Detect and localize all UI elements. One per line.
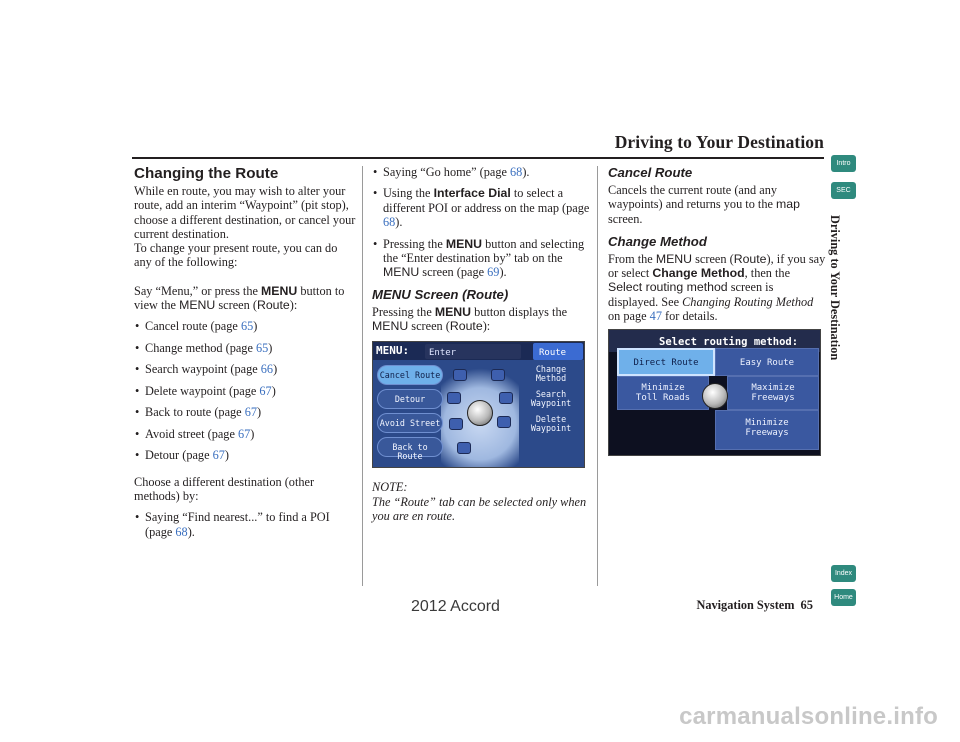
page-link[interactable]: 65 — [240, 319, 254, 334]
list-item: • Search waypoint (page 66) — [134, 362, 356, 376]
minimize-freeways-option: Minimize Freeways — [715, 410, 819, 450]
menu-instruction: Say “Menu,” or press the MENU button to view the MENU screen (Route): — [134, 283, 345, 313]
cancel-route-option: Cancel Route — [377, 365, 443, 385]
page-link[interactable]: 66 — [260, 362, 274, 377]
interface-dial-icon — [702, 383, 728, 409]
subheading-menu-screen: MENU Screen (Route) — [372, 286, 509, 302]
route-icon — [453, 369, 467, 381]
list-item: • Avoid street (page 67) — [134, 427, 356, 441]
watermark: carmanualsonline.info — [679, 703, 938, 730]
column-2 — [372, 165, 594, 523]
interface-dial-ref: Interface Dial — [433, 186, 511, 201]
page-footer — [696, 598, 813, 613]
page-link[interactable]: 67 — [259, 383, 272, 398]
list-item: • Back to route (page 67) — [134, 405, 356, 419]
change-method-option: Change Method — [535, 364, 567, 384]
list-item: • Detour (page 67) — [134, 448, 356, 462]
header-rule — [132, 157, 824, 159]
list-item: • Using the Interface Dial to select a different POI or address on the map (page 68). — [372, 186, 594, 229]
search-icon — [499, 392, 513, 404]
route-icon — [447, 392, 461, 404]
list-item: • Delete waypoint (page 67) — [134, 384, 356, 398]
page-link[interactable]: 68 — [175, 524, 188, 539]
list-item: • Saying “Find nearest...” to find a POI (page 68). — [134, 510, 356, 539]
column-divider — [362, 166, 363, 586]
page-link[interactable]: 68 — [510, 165, 523, 179]
column-divider — [597, 166, 598, 586]
routing-method-title: Select routing method: — [659, 336, 799, 349]
delete-waypoint-option: Delete Waypoint — [530, 414, 572, 434]
minimize-toll-roads-option: Minimize Toll Roads — [617, 376, 709, 410]
list-item: • Change method (page 65) — [134, 341, 356, 355]
model-footer: 2012 Accord — [411, 598, 500, 615]
route-icon — [457, 442, 471, 454]
note-label: NOTE: — [372, 480, 408, 495]
page-title: Driving to Your Destination — [614, 132, 824, 152]
page-link[interactable]: 67 — [238, 426, 251, 441]
subheading-change-method: Change Method — [608, 233, 707, 249]
tab-route: Route — [533, 343, 583, 360]
list-item: • Saying “Go home” (page 68). — [372, 165, 594, 179]
page-link[interactable]: 65 — [255, 340, 269, 355]
destination-methods-list — [134, 510, 356, 539]
note-text: The “Route” tab can be selected only when you are en route. — [372, 494, 587, 523]
more-methods-list — [372, 165, 594, 279]
list-item: • Pressing the MENU button and selecting the “Enter destination by” tab on the MENU screen (page 69). — [372, 237, 594, 280]
easy-route-option: Easy Route — [715, 348, 819, 376]
menu-button-ref: MENU — [445, 236, 483, 251]
section-heading-changing-route: Changing the Route — [134, 165, 279, 182]
column-1 — [134, 165, 356, 546]
route-icon — [497, 416, 511, 428]
sec-tab[interactable]: SEC — [831, 182, 856, 199]
search-waypoint-option: Search Waypoint — [530, 389, 572, 409]
avoid-street-option: Avoid Street — [377, 413, 443, 433]
detour-option: Detour — [377, 389, 443, 409]
page-link[interactable]: 67 — [244, 405, 257, 420]
intro-tab[interactable]: Intro — [831, 155, 856, 172]
route-options-list — [134, 319, 356, 462]
back-to-route-option: Back to Route — [377, 437, 443, 457]
route-icon — [449, 418, 463, 430]
column-3 — [608, 165, 826, 468]
cancel-route-paragraph: Cancels the current route (and any waypoints) and returns you to the map screen. — [608, 183, 800, 226]
page-link[interactable]: 47 — [649, 309, 662, 324]
choose-paragraph: Choose a different destination (other methods) by: — [134, 474, 315, 504]
direct-route-option: Direct Route — [617, 348, 715, 376]
maximize-freeways-option: Maximize Freeways — [727, 376, 819, 410]
system-name: Navigation System — [696, 598, 795, 612]
page-link[interactable]: 67 — [212, 448, 225, 463]
tab-enter-destination: Enter — [425, 344, 521, 359]
home-tab[interactable]: Home — [831, 589, 856, 606]
change-method-paragraph: From the MENU screen (Route), if you say or select Change Method, then the Select routing method screen is displayed. See Changing Routing Method on page 47 for details. — [608, 251, 826, 324]
select-routing-method-screenshot — [608, 329, 821, 456]
page-link[interactable]: 69 — [487, 265, 500, 280]
intro-paragraph: While en route, you may wish to alter your route, add an interim “Waypoint” (pit stop), choose a different destination, or cancel your current destination. — [134, 184, 356, 241]
menu-screen-paragraph: Pressing the MENU button displays the MENU screen (Route): — [372, 304, 568, 333]
page-link[interactable]: 68 — [383, 215, 396, 230]
intro-paragraph-2: To change your present route, you can do any of the following: — [134, 241, 338, 270]
list-item: • Cancel route (page 65) — [134, 319, 356, 333]
route-icon — [491, 369, 505, 381]
vertical-section-title: Driving to Your Destination — [828, 215, 842, 361]
subheading-cancel-route: Cancel Route — [608, 165, 693, 180]
menu-label: MENU: — [376, 344, 410, 358]
page-number: 65 — [800, 598, 813, 612]
menu-button-ref: MENU — [261, 283, 298, 298]
index-tab[interactable]: Index — [831, 565, 856, 582]
menu-route-screenshot — [372, 341, 585, 468]
